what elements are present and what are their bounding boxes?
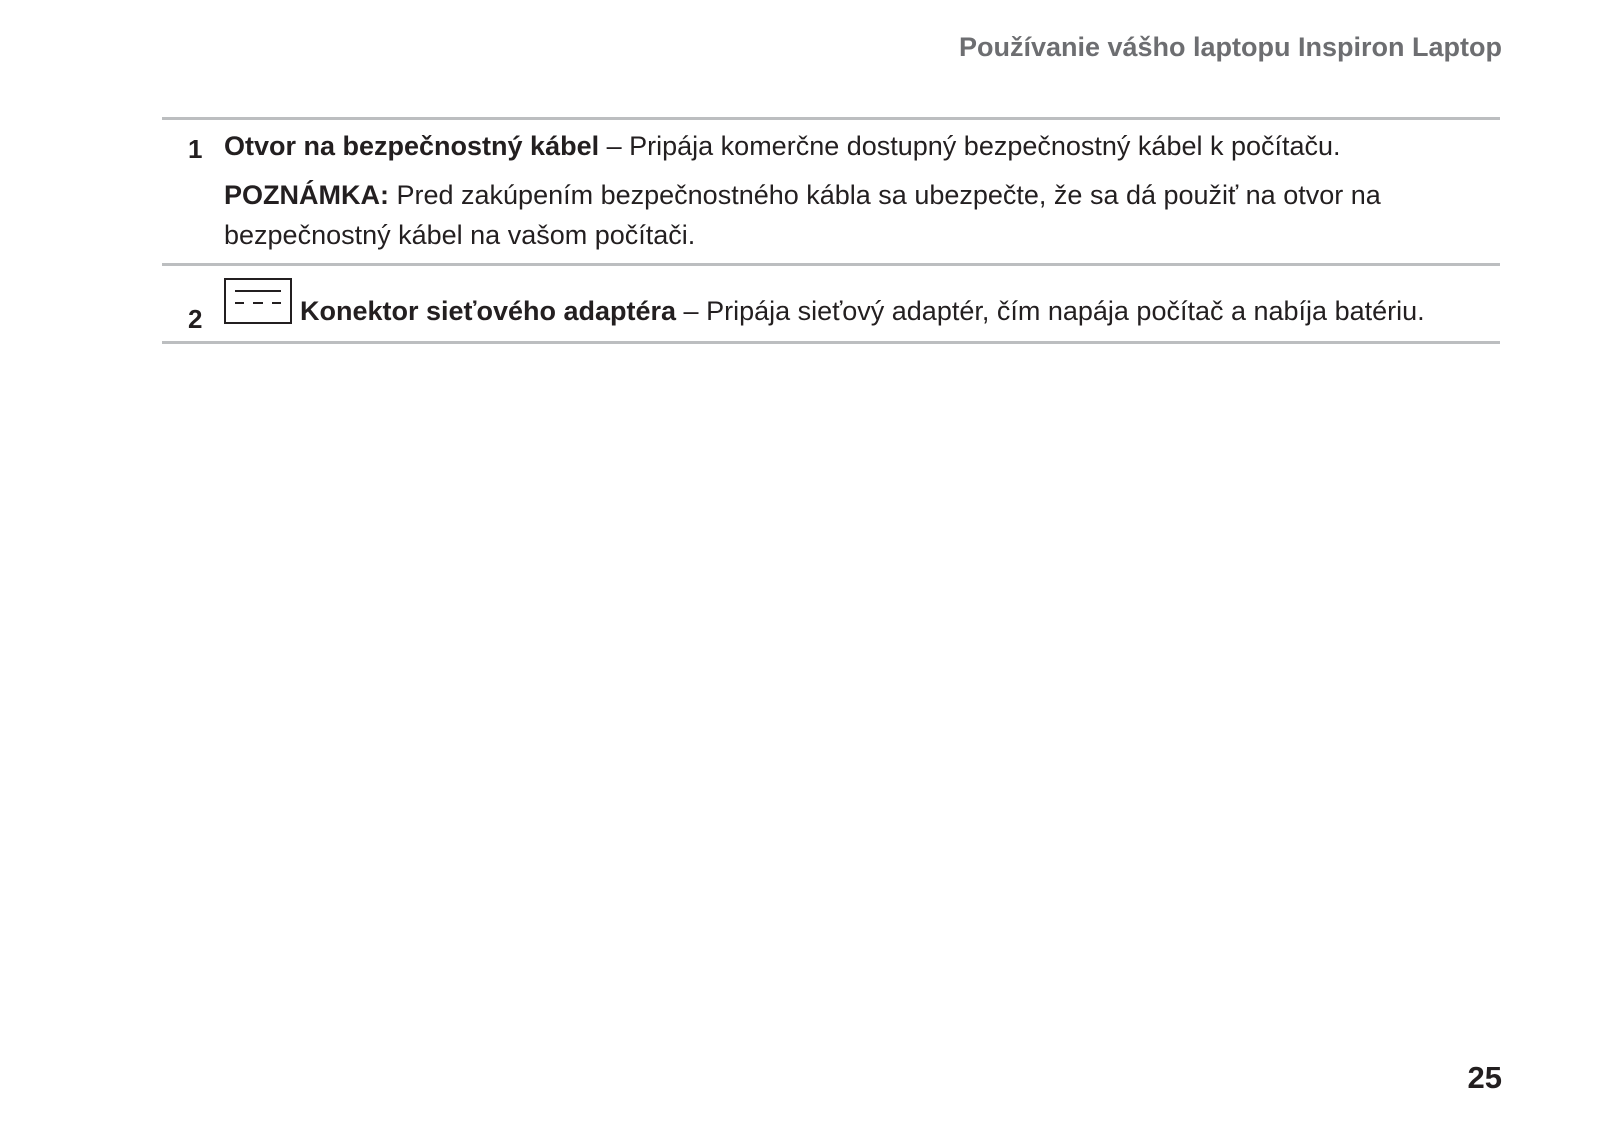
list-item	[162, 120, 1500, 266]
item-list	[162, 117, 1500, 344]
dc-power-icon	[224, 278, 292, 335]
item-text: – Pripája komerčne dostupný bezpečnostný kábel k počítaču.	[599, 131, 1341, 161]
list-item	[162, 266, 1500, 344]
note-label: POZNÁMKA:	[224, 180, 389, 210]
item-term: Otvor na bezpečnostný kábel	[224, 131, 600, 161]
running-header: Používanie vášho laptopu Inspiron Laptop	[958, 32, 1502, 62]
item-number: 1	[188, 134, 203, 164]
item-number: 2	[188, 304, 203, 334]
item-description	[224, 278, 1480, 335]
item-term: Konektor sieťového adaptéra	[300, 296, 677, 326]
item-text: – Pripája sieťový adaptér, čím napája počítač a nabíja batériu.	[676, 296, 1425, 326]
note	[224, 175, 1480, 255]
note-text: Pred zakúpením bezpečnostného kábla sa ubezpečte, že sa dá použiť na otvor na bezpečnostný kábel na vašom počítači.	[224, 180, 1381, 250]
page-number: 25	[1467, 1060, 1502, 1095]
item-description	[224, 126, 1480, 166]
